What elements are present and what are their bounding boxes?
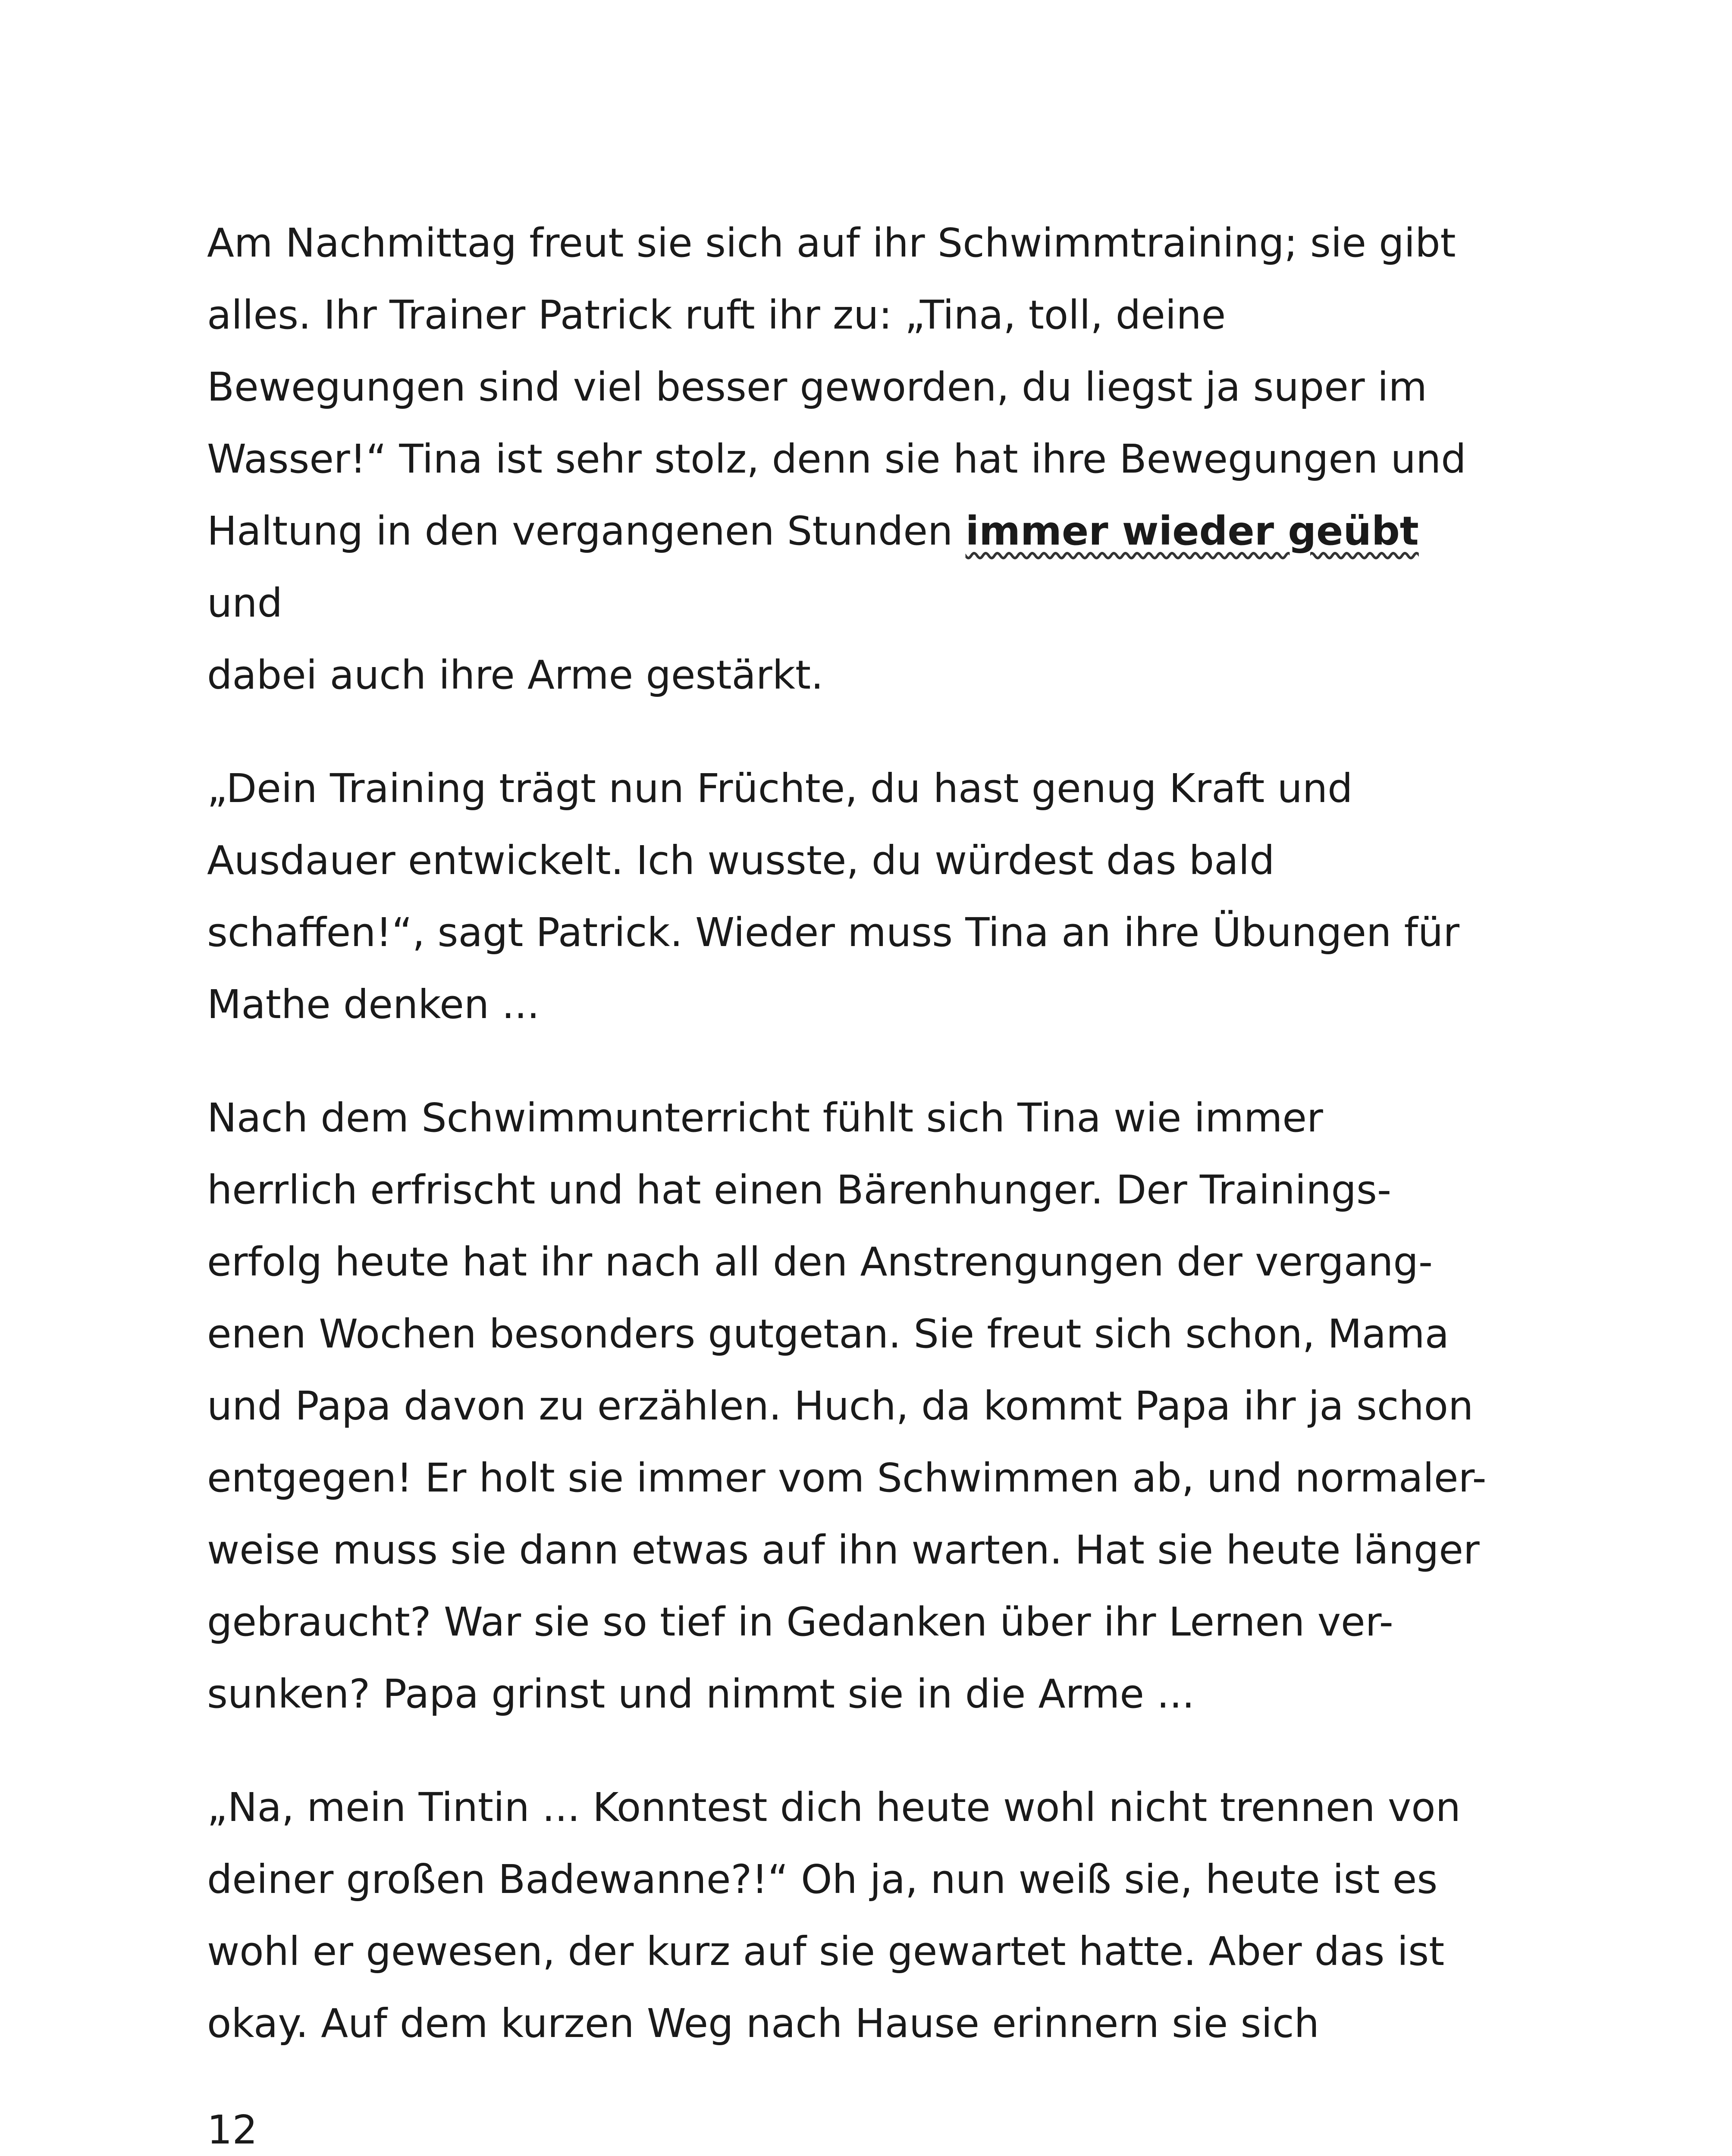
- paragraph-text-end: und dabei auch ihre Arme gestärkt.: [207, 580, 824, 698]
- paragraph-papa-quote: „Na, mein Tintin ... Konntest dich heute wohl nicht trennen von deiner großen Badewanne?!“ Oh ja, nun weiß sie, heute ist es wohl er gewesen, der kurz auf sie gewartet hatte. Aber das ist okay. Auf dem kurzen Weg nach Hause erinnern sie sich: [207, 1784, 1461, 2046]
- paragraph-after-swimming: Nach dem Schwimmunterricht fühlt sich Tina wie immer herrlich erfrischt und hat einen Bärenhunger. Der Trainings- erfolg heute hat ihr nach all den Anstrengungen der vergang- enen Wochen besonders gutgetan. Sie freut sich schon, Mama und Papa davon zu erzählen. Huch, da kommt Papa ihr ja schon entgegen! Er holt sie immer vom Schwimmen ab, und normaler- weise muss sie dann etwas auf ihn warten. Hat sie heute länger gebraucht? War sie so tief in Gedanken über ihr Lernen ver- sunken? Papa grinst und nimmt sie in die Arme ...: [207, 1095, 1487, 1717]
- paragraph-swim-training: [207, 207, 1492, 711]
- highlighted-phrase: immer wieder geübt: [965, 508, 1419, 554]
- page-number: 12: [207, 2107, 258, 2153]
- body-text: [207, 207, 1492, 2059]
- paragraph-text-start: Am Nachmittag freut sie sich auf ihr Schwimmtraining; sie gibt alles. Ihr Trainer Patrick ruft ihr zu: „Tina, toll, deine Bewegungen sind viel besser geworden, du liegst ja super im Wasser!“ Tina ist sehr stolz, denn sie hat ihre Bewegungen und Haltung in den vergangenen Stunden: [207, 220, 1466, 554]
- paragraph-trainer-quote: „Dein Training trägt nun Früchte, du hast genug Kraft und Ausdauer entwickelt. Ich wusste, du würdest das bald schaffen!“, sagt Patrick. Wieder muss Tina an ihre Übungen für Mathe denken ...: [207, 765, 1460, 1028]
